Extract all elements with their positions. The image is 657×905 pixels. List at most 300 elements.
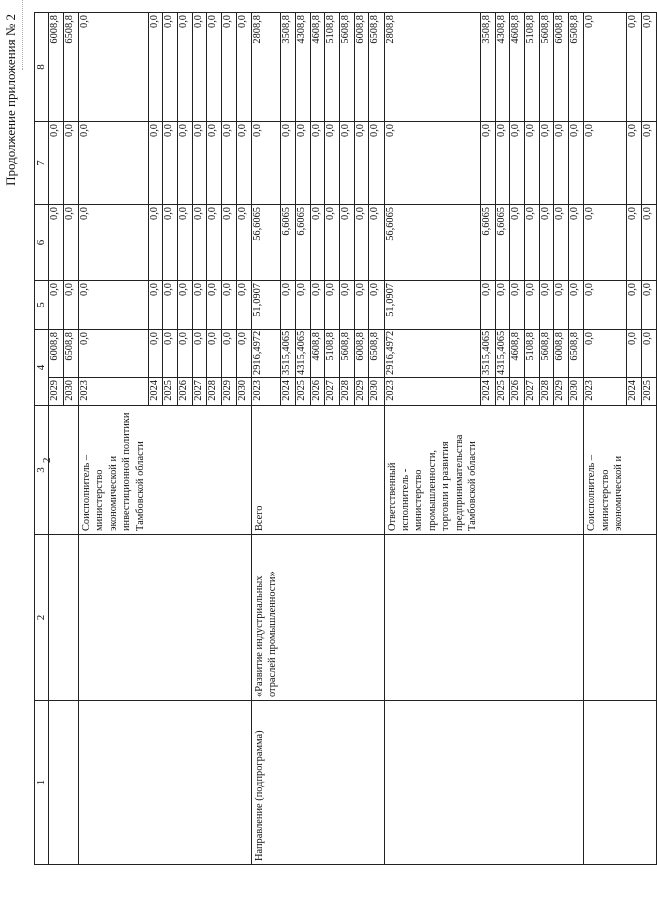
block-col1-cell: [163, 701, 178, 865]
amount-local: 0,0: [163, 122, 178, 205]
block-col3-cell: [569, 406, 584, 535]
block-col2-cell: [222, 535, 237, 701]
block-col2-cell: [207, 535, 222, 701]
year-cell: 2024: [281, 378, 296, 406]
amount-local: 0,0: [222, 122, 237, 205]
table-row: [495, 13, 510, 865]
year-cell: 2029: [554, 378, 569, 406]
block-col1-cell: [148, 701, 163, 865]
amount-other: 0,0: [163, 13, 178, 122]
block-col1-cell: [495, 701, 510, 865]
header-col-1: 1: [35, 701, 49, 865]
header-col-8: 8: [35, 13, 49, 122]
block-col2-cell: [554, 535, 569, 701]
block-col3-cell: [163, 406, 178, 535]
amount-local: 0,0: [354, 122, 369, 205]
amount-regional: 6,6065: [480, 205, 495, 281]
amount-other: 6008,8: [48, 13, 63, 122]
amount-other: 5108,8: [524, 13, 539, 122]
block-col1-cell: [63, 701, 78, 865]
amount-local: 0,0: [539, 122, 554, 205]
amount-regional: 0,0: [539, 205, 554, 281]
amount-local: 0,0: [192, 122, 207, 205]
amount-local: 0,0: [480, 122, 495, 205]
amount-other: 3508,8: [281, 13, 296, 122]
table-row: [584, 13, 627, 865]
block-col3-cell: [539, 406, 554, 535]
block-col3-cell: [281, 406, 296, 535]
amount-federal: 0,0: [48, 281, 63, 330]
block-col1-cell: [569, 701, 584, 865]
amount-federal: 0,0: [641, 281, 656, 330]
table-row: [480, 13, 495, 865]
block-col1-cell: [325, 701, 340, 865]
table-row: [63, 13, 78, 865]
amount-total: 5108,8: [524, 330, 539, 378]
block-col3-cell: Ответственный исполнитель - министерство промышленности, торговли и развития предпринимательства Тамбовской области: [384, 406, 480, 535]
amount-regional: 0,0: [207, 205, 222, 281]
block-col2-cell: [177, 535, 192, 701]
amount-federal: 0,0: [495, 281, 510, 330]
amount-total: 6008,8: [354, 330, 369, 378]
table-row: [236, 13, 251, 865]
block-col1-cell: [510, 701, 525, 865]
amount-other: 0,0: [641, 13, 656, 122]
amount-other: 0,0: [192, 13, 207, 122]
amount-total: 0,0: [79, 330, 149, 378]
amount-total: 5608,8: [539, 330, 554, 378]
amount-other: 5608,8: [339, 13, 354, 122]
year-cell: 2026: [310, 378, 325, 406]
year-cell: 2026: [177, 378, 192, 406]
block-col2-cell: [626, 535, 641, 701]
amount-other: 6508,8: [369, 13, 384, 122]
amount-regional: 0,0: [325, 205, 340, 281]
amount-other: 0,0: [626, 13, 641, 122]
amount-regional: 0,0: [554, 205, 569, 281]
block-col2-cell: [495, 535, 510, 701]
amount-federal: 0,0: [369, 281, 384, 330]
block-col1-cell: [281, 701, 296, 865]
amount-total: 6508,8: [63, 330, 78, 378]
year-cell: 2025: [641, 378, 656, 406]
block-col3-cell: Всего: [251, 406, 280, 535]
amount-regional: 6,6065: [295, 205, 310, 281]
amount-local: 0,0: [48, 122, 63, 205]
table-row: [295, 13, 310, 865]
block-col3-cell: [626, 406, 641, 535]
table-row: [369, 13, 384, 865]
amount-local: 0,0: [177, 122, 192, 205]
amount-total: 4608,8: [310, 330, 325, 378]
amount-total: 5608,8: [339, 330, 354, 378]
table-row: [310, 13, 325, 865]
amount-federal: 0,0: [626, 281, 641, 330]
amount-other: 6508,8: [63, 13, 78, 122]
amount-local: 0,0: [207, 122, 222, 205]
table-row: [339, 13, 354, 865]
amount-regional: 0,0: [222, 205, 237, 281]
table-row: [384, 13, 480, 865]
header-row: [35, 13, 49, 865]
amount-regional: 0,0: [310, 205, 325, 281]
block-col2-cell: [569, 535, 584, 701]
amount-local: 0,0: [369, 122, 384, 205]
amount-other: 0,0: [148, 13, 163, 122]
year-cell: 2030: [236, 378, 251, 406]
amount-total: 2916,4972: [384, 330, 480, 378]
amount-federal: 0,0: [281, 281, 296, 330]
header-col-5: 5: [35, 281, 49, 330]
amount-federal: 0,0: [163, 281, 178, 330]
amount-total: 0,0: [177, 330, 192, 378]
table-row: [524, 13, 539, 865]
amount-federal: 0,0: [79, 281, 149, 330]
block-col3-cell: [236, 406, 251, 535]
amount-total: 0,0: [192, 330, 207, 378]
amount-total: 4315,4065: [495, 330, 510, 378]
table-row: [48, 13, 63, 865]
header-col-2: 2: [35, 535, 49, 701]
amount-total: 6508,8: [369, 330, 384, 378]
block-col1-cell: Направление (подпрограмма): [251, 701, 280, 865]
block-col2-cell: [354, 535, 369, 701]
amount-total: 3515,4065: [281, 330, 296, 378]
block-col1-cell: [354, 701, 369, 865]
table-row: [281, 13, 296, 865]
block-col2-cell: [163, 535, 178, 701]
amount-regional: 6,6065: [281, 205, 296, 281]
amount-total: 0,0: [236, 330, 251, 378]
amount-regional: 0,0: [626, 205, 641, 281]
amount-regional: 0,0: [163, 205, 178, 281]
block-col3-cell: [369, 406, 384, 535]
block-col1-cell: [177, 701, 192, 865]
amount-federal: 0,0: [339, 281, 354, 330]
amount-federal: 0,0: [539, 281, 554, 330]
year-cell: 2029: [48, 378, 63, 406]
year-cell: 2030: [369, 378, 384, 406]
block-col1-cell: [641, 701, 656, 865]
amount-regional: 0,0: [584, 205, 627, 281]
amount-regional: 0,0: [510, 205, 525, 281]
amount-federal: 0,0: [295, 281, 310, 330]
header-col-7: 7: [35, 122, 49, 205]
amount-local: 0,0: [310, 122, 325, 205]
header-col-6: 6: [35, 205, 49, 281]
block-col3-cell: [177, 406, 192, 535]
amount-regional: 6,6065: [495, 205, 510, 281]
amount-other: 2808,8: [384, 13, 480, 122]
block-col1-cell: [539, 701, 554, 865]
amount-federal: 0,0: [192, 281, 207, 330]
block-col3-cell: [641, 406, 656, 535]
year-cell: 2025: [295, 378, 310, 406]
amount-regional: 56,6065: [384, 205, 480, 281]
block-col1-cell: [192, 701, 207, 865]
amount-total: 0,0: [207, 330, 222, 378]
amount-federal: 0,0: [524, 281, 539, 330]
amount-other: 0,0: [79, 13, 149, 122]
amount-other: 4608,8: [510, 13, 525, 122]
table-row: [177, 13, 192, 865]
amount-other: 5608,8: [539, 13, 554, 122]
year-cell: 2024: [148, 378, 163, 406]
amount-federal: 0,0: [177, 281, 192, 330]
amount-local: 0,0: [641, 122, 656, 205]
amount-other: 6008,8: [554, 13, 569, 122]
amount-other: 4608,8: [310, 13, 325, 122]
block-col1-cell: [236, 701, 251, 865]
block-col3-cell: [510, 406, 525, 535]
block-col1-cell: [295, 701, 310, 865]
amount-federal: 0,0: [207, 281, 222, 330]
amount-local: 0,0: [569, 122, 584, 205]
amount-federal: 0,0: [310, 281, 325, 330]
block-col2-cell: [79, 535, 149, 701]
amount-other: 0,0: [207, 13, 222, 122]
block-col1-cell: [584, 701, 627, 865]
block-col2-cell: [524, 535, 539, 701]
amount-federal: 0,0: [584, 281, 627, 330]
block-col1-cell: [369, 701, 384, 865]
amount-regional: 0,0: [641, 205, 656, 281]
amount-total: 2916,4972: [251, 330, 280, 378]
year-cell: 2028: [207, 378, 222, 406]
block-col2-cell: [48, 535, 63, 701]
continuation-title: Продолжение приложения № 2: [3, 14, 18, 186]
block-col1-cell: [207, 701, 222, 865]
year-cell: 2026: [510, 378, 525, 406]
block-col3-cell: [524, 406, 539, 535]
block-col3-cell: [339, 406, 354, 535]
block-col1-cell: [222, 701, 237, 865]
table-row: [641, 13, 656, 865]
amount-other: 0,0: [236, 13, 251, 122]
year-cell: 2023: [251, 378, 280, 406]
year-cell: 2027: [524, 378, 539, 406]
amount-total: 5108,8: [325, 330, 340, 378]
amount-local: 0,0: [281, 122, 296, 205]
block-col2-cell: [310, 535, 325, 701]
block-col1-cell: [480, 701, 495, 865]
amount-other: 5108,8: [325, 13, 340, 122]
table-row: [148, 13, 163, 865]
year-cell: 2025: [495, 378, 510, 406]
block-col2-cell: [295, 535, 310, 701]
amount-local: 0,0: [79, 122, 149, 205]
block-col1-cell: [339, 701, 354, 865]
table-body: [48, 13, 656, 865]
year-cell: 2027: [325, 378, 340, 406]
block-col2-cell: [480, 535, 495, 701]
block-col2-cell: [281, 535, 296, 701]
year-cell: 2030: [63, 378, 78, 406]
amount-local: 0,0: [384, 122, 480, 205]
block-col3-cell: [310, 406, 325, 535]
amount-total: 4608,8: [510, 330, 525, 378]
amount-local: 0,0: [325, 122, 340, 205]
block-col3-cell: [63, 406, 78, 535]
year-cell: 2023: [384, 378, 480, 406]
budget-table: [34, 12, 657, 865]
year-cell: 2029: [222, 378, 237, 406]
table-row: [510, 13, 525, 865]
year-cell: 2029: [354, 378, 369, 406]
amount-local: 0,0: [63, 122, 78, 205]
block-col3-cell: [207, 406, 222, 535]
table-row: [569, 13, 584, 865]
amount-other: 4308,8: [495, 13, 510, 122]
block-col2-cell: [510, 535, 525, 701]
amount-federal: 51,0907: [384, 281, 480, 330]
block-col2-cell: [584, 535, 627, 701]
block-col3-cell: [148, 406, 163, 535]
amount-regional: 0,0: [369, 205, 384, 281]
block-col3-cell: Соисполнитель – министерство экономической и: [584, 406, 627, 535]
amount-other: 0,0: [584, 13, 627, 122]
year-cell: 2028: [539, 378, 554, 406]
block-col1-cell: [79, 701, 149, 865]
amount-federal: 0,0: [236, 281, 251, 330]
amount-federal: 0,0: [222, 281, 237, 330]
amount-regional: 0,0: [236, 205, 251, 281]
block-col3-cell: [554, 406, 569, 535]
amount-total: 0,0: [584, 330, 627, 378]
amount-total: 0,0: [222, 330, 237, 378]
table-row: [554, 13, 569, 865]
amount-regional: 0,0: [192, 205, 207, 281]
block-col2-cell: [339, 535, 354, 701]
block-col2-cell: [192, 535, 207, 701]
table-row: [626, 13, 641, 865]
year-cell: 2023: [79, 378, 149, 406]
amount-regional: 0,0: [524, 205, 539, 281]
table-row: [354, 13, 369, 865]
amount-federal: 51,0907: [251, 281, 280, 330]
year-cell: 2030: [569, 378, 584, 406]
amount-local: 0,0: [295, 122, 310, 205]
amount-regional: 0,0: [63, 205, 78, 281]
table-row: [192, 13, 207, 865]
amount-federal: 0,0: [325, 281, 340, 330]
amount-federal: 0,0: [554, 281, 569, 330]
amount-total: 6008,8: [48, 330, 63, 378]
block-col2-cell: [325, 535, 340, 701]
amount-total: 0,0: [626, 330, 641, 378]
block-col3-cell: Соисполнитель – министерство экономической и инвестиционной политики Тамбовской области: [79, 406, 149, 535]
block-col2-cell: [539, 535, 554, 701]
amount-regional: 56,6065: [251, 205, 280, 281]
block-col2-cell: [384, 535, 480, 701]
amount-total: 0,0: [148, 330, 163, 378]
amount-local: 0,0: [236, 122, 251, 205]
year-cell: 2027: [192, 378, 207, 406]
amount-federal: 0,0: [63, 281, 78, 330]
year-cell: 2028: [339, 378, 354, 406]
table-row: [251, 13, 280, 865]
amount-regional: 0,0: [569, 205, 584, 281]
amount-regional: 0,0: [79, 205, 149, 281]
amount-total: 4315,4065: [295, 330, 310, 378]
block-col2-cell: [369, 535, 384, 701]
block-col2-cell: [641, 535, 656, 701]
amount-federal: 0,0: [510, 281, 525, 330]
amount-other: 6008,8: [354, 13, 369, 122]
block-col1-cell: [524, 701, 539, 865]
amount-local: 0,0: [524, 122, 539, 205]
block-col1-cell: [310, 701, 325, 865]
table-row: [325, 13, 340, 865]
amount-federal: 0,0: [354, 281, 369, 330]
amount-regional: 0,0: [48, 205, 63, 281]
year-cell: 2024: [480, 378, 495, 406]
amount-other: 4308,8: [295, 13, 310, 122]
table-row: [539, 13, 554, 865]
amount-regional: 0,0: [339, 205, 354, 281]
amount-regional: 0,0: [354, 205, 369, 281]
block-col3-cell: [354, 406, 369, 535]
block-col1-cell: [554, 701, 569, 865]
amount-total: 6008,8: [554, 330, 569, 378]
header-col-3: 3: [35, 406, 49, 535]
year-cell: 2025: [163, 378, 178, 406]
amount-local: 0,0: [510, 122, 525, 205]
block-col1-cell: [384, 701, 480, 865]
block-col1-cell: [626, 701, 641, 865]
block-col2-cell: «Развитие индустриальных отраслей промышленности»: [251, 535, 280, 701]
amount-local: 0,0: [495, 122, 510, 205]
block-col3-cell: [48, 406, 63, 535]
table-row: [222, 13, 237, 865]
amount-local: 0,0: [339, 122, 354, 205]
amount-total: 0,0: [641, 330, 656, 378]
amount-local: 0,0: [626, 122, 641, 205]
amount-total: 3515,4065: [480, 330, 495, 378]
amount-other: 0,0: [177, 13, 192, 122]
amount-federal: 0,0: [480, 281, 495, 330]
block-col3-cell: [480, 406, 495, 535]
amount-regional: 0,0: [177, 205, 192, 281]
block-col3-cell: [495, 406, 510, 535]
block-col2-cell: [236, 535, 251, 701]
table-row: [79, 13, 149, 865]
header-col-4: 4: [35, 330, 49, 406]
block-col3-cell: [222, 406, 237, 535]
table-row: [207, 13, 222, 865]
amount-total: 0,0: [163, 330, 178, 378]
amount-other: 2808,8: [251, 13, 280, 122]
amount-other: 3508,8: [480, 13, 495, 122]
block-col2-cell: [148, 535, 163, 701]
amount-other: 0,0: [222, 13, 237, 122]
block-col3-cell: [295, 406, 310, 535]
year-cell: 2024: [626, 378, 641, 406]
page-number: 2: [41, 457, 53, 463]
amount-other: 6508,8: [569, 13, 584, 122]
amount-local: 0,0: [584, 122, 627, 205]
amount-local: 0,0: [148, 122, 163, 205]
block-col1-cell: [48, 701, 63, 865]
scan-mark: [22, 0, 23, 70]
block-col3-cell: [325, 406, 340, 535]
amount-local: 0,0: [251, 122, 280, 205]
year-cell: 2023: [584, 378, 627, 406]
amount-federal: 0,0: [148, 281, 163, 330]
amount-regional: 0,0: [148, 205, 163, 281]
amount-local: 0,0: [554, 122, 569, 205]
block-col3-cell: [192, 406, 207, 535]
